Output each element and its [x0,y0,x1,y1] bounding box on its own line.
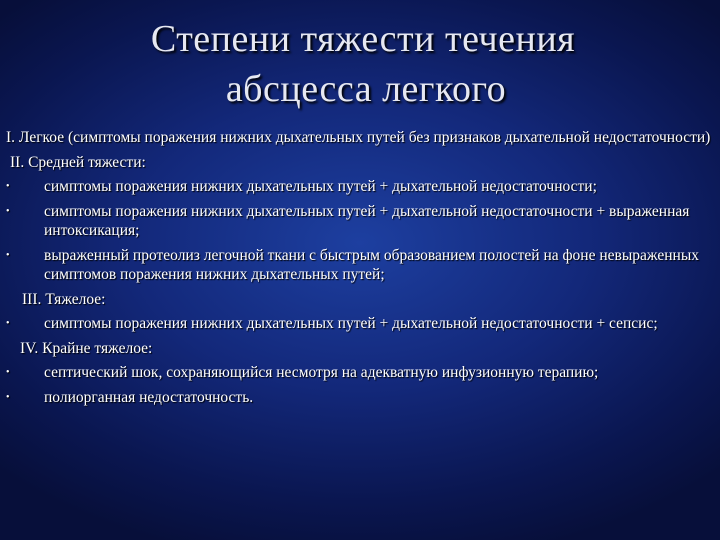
bullet-icon: • [6,318,10,329]
severity-mild: I. Легкое (симптомы поражения нижних дыхательных путей без признаков дыхательной недостаточности) [6,129,711,146]
slide-body [6,128,712,407]
bullet-icon: • [6,181,10,192]
list-item [6,363,712,383]
list-item [6,202,712,241]
slide-title [0,14,720,114]
severity-moderate-heading: II. Средней тяжести: [10,153,146,171]
severity-extreme-heading: IV. Крайне тяжелое: [20,339,153,357]
list-item-text: септический шок, сохраняющийся несмотря на адекватную инфузионную терапию; [44,364,599,381]
list-item [6,314,712,334]
slide-title-line-2: абсцесса легкого [225,68,507,110]
list-item [6,177,712,197]
severity-severe-heading: III. Тяжелое: [22,290,106,308]
bullet-icon: • [6,367,10,378]
list-item-text: симптомы поражения нижних дыхательных путей + дыхательной недостаточности; [44,178,597,195]
list-item-text: выраженный протеолиз легочной ткани с быстрым образованием полостей на фоне невыраженных симптомов поражения нижних дыхательных путей; [44,246,700,283]
bullet-icon: • [6,249,10,261]
list-item [6,388,712,408]
bullet-icon: • [6,205,10,217]
slide-title-line-1: Степени тяжести течения [150,18,576,60]
list-item-text: симптомы поражения нижних дыхательных путей + дыхательной недостаточности + выраженная интоксикация; [44,202,690,239]
list-item [6,246,712,285]
bullet-icon: • [6,391,10,403]
list-item-text: симптомы поражения нижних дыхательных путей + дыхательной недостаточности + сепсис; [44,315,658,332]
list-item-text: полиорганная недостаточность. [44,388,254,406]
